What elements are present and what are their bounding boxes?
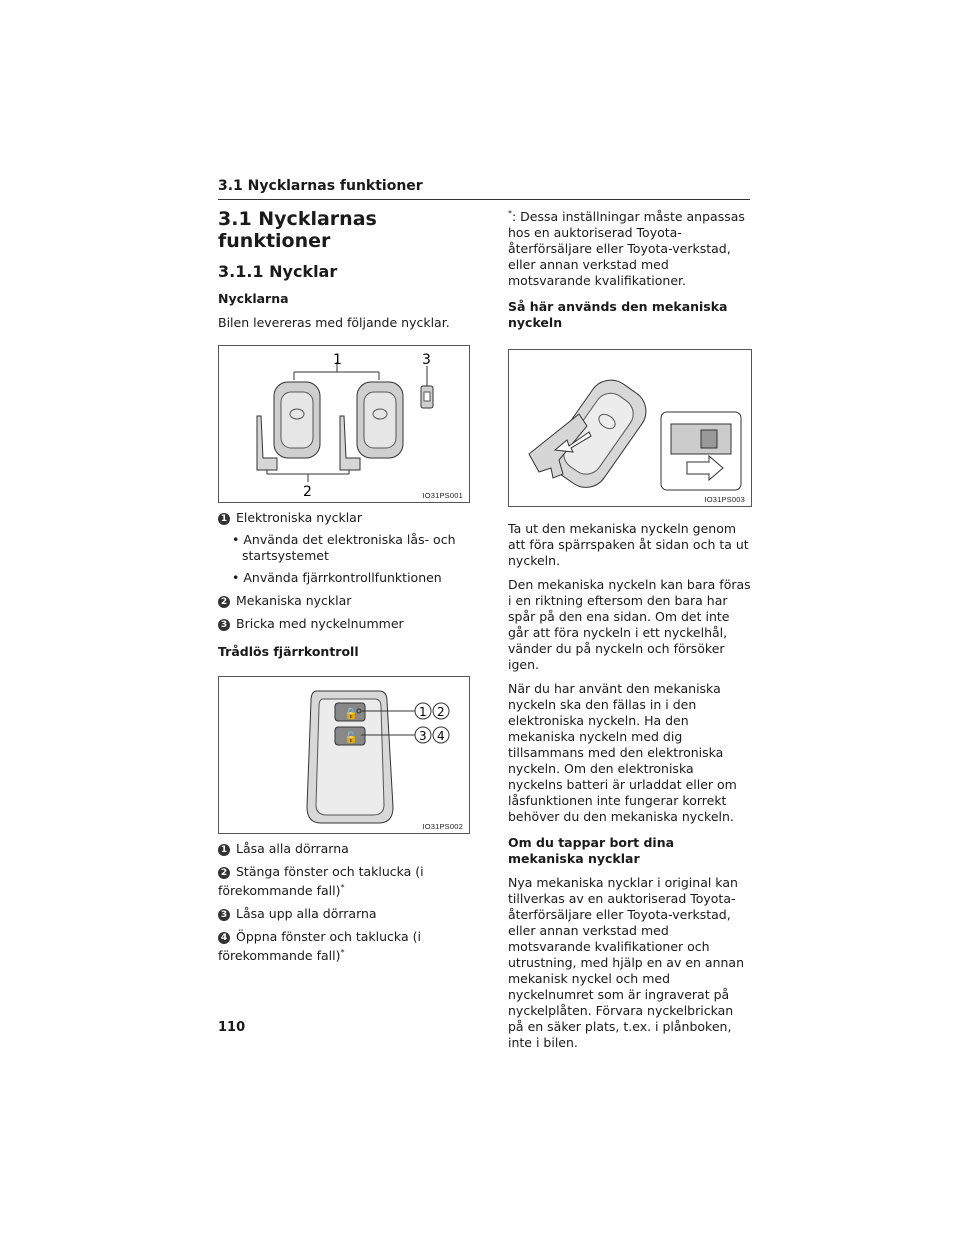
key-item-text: Elektroniska nycklar [236, 510, 362, 525]
remote-item-text: Låsa alla dörrarna [236, 841, 349, 856]
callout-number: 3 [218, 619, 230, 631]
bullet-2: • Använda fjärrkontrollfunktionen [232, 570, 442, 585]
footnote-text: : Dessa inställningar måste anpassas hos en auktoriserad Toyota-återförsäljare eller Toyota-verkstad, eller annan verkstad med motsvarande kvalifikationer. [508, 209, 745, 289]
fig1-label-1: 1 [333, 352, 342, 368]
fig2-label-3: 3 [419, 729, 427, 743]
unlock-icon: 🔓 [344, 731, 358, 744]
running-header: 3.1 Nycklarnas funktioner [218, 178, 750, 200]
fig2-label-2: 2 [437, 705, 445, 719]
remote-item-3 [218, 906, 470, 922]
heading-keys: Nycklarna [218, 291, 289, 306]
callout-number: 1 [218, 513, 230, 525]
remote-illustration [219, 677, 469, 833]
figure-keys [218, 345, 470, 503]
key-item-text: Bricka med nyckelnummer [236, 616, 404, 631]
section-title: 3.1 Nycklarnas funktioner [218, 208, 377, 252]
heading-remote: Trådlös fjärrkontroll [218, 644, 359, 659]
remote-item-text: Låsa upp alla dörrarna [236, 906, 377, 922]
footnote-mark: * [340, 948, 345, 958]
callout-number: 2 [218, 596, 230, 608]
callout-number: 1 [218, 844, 230, 856]
fig2-code: IO31PS002 [422, 822, 463, 831]
callout-number: 3 [218, 909, 230, 921]
fig1-label-3: 3 [422, 352, 431, 368]
footnote-mark: * [340, 883, 345, 892]
fig1-code: IO31PS001 [422, 491, 463, 500]
fig2-label-4: 4 [437, 729, 445, 743]
key-item-3 [218, 616, 470, 632]
figure-mechanical-key [508, 349, 752, 507]
paragraph-4: Nya mekaniska nycklar i original kan tillverkas av en auktoriserad Toyota-återförsäljare eller Toyota-verkstad, eller annan verkstad med motsvarande kvalifikationer och utrustning, med hjälp en av en annan mekanisk nyckel och med nyckelnumret som är ingraverat på nyckelplåten. Förvara nyckelbrickan på en säker plats, t.ex. i plånboken, inte i bilen. [508, 875, 744, 1051]
remote-item-text: Öppna fönster och taklucka (i förekommande fall) [218, 929, 421, 964]
footnote [508, 206, 752, 289]
heading-lost-keys: Om du tappar bort dina mekaniska nycklar [508, 835, 675, 867]
paragraph-1: Ta ut den mekaniska nyckeln genom att föra spärrspaken åt sidan och ta ut nyckeln. [508, 521, 749, 569]
fig1-label-2: 2 [303, 484, 312, 500]
key-item-2 [218, 593, 470, 609]
intro-text: Bilen levereras med följande nycklar. [218, 315, 450, 330]
paragraph-3: När du har använt den mekaniska nyckeln ska den fällas in i den elektroniska nyckeln. Ha den mekaniska nyckeln med dig tillsammans med den elektroniska nyckeln. Om den elektroniska nyckelns batteri är urladdat eller om låsfunktionen inte fungerar korrekt behöver du den mekaniska nyckeln. [508, 681, 737, 825]
key-item-text: Mekaniska nycklar [236, 593, 352, 608]
key-item-1 [218, 510, 470, 526]
page-number: 110 [218, 1020, 246, 1035]
callout-number: 2 [218, 867, 230, 879]
callout-number: 4 [218, 932, 230, 944]
lock-icon: 🔒 [344, 707, 358, 720]
remote-item-4 [218, 929, 470, 964]
paragraph-2: Den mekaniska nyckeln kan bara föras i en riktning eftersom den bara har spår på den ena sidan. Om det inte går att föra nyckeln i ett nyckelhål, vänder du på nyckeln och försöker igen. [508, 577, 751, 673]
right-column [508, 206, 752, 1051]
fig2-label-1: 1 [419, 705, 427, 719]
remote-item-2 [218, 864, 470, 899]
figure-remote [218, 676, 470, 834]
footnote-mark: * [508, 209, 512, 218]
left-column [218, 200, 470, 964]
bullet-1: • Använda det elektroniska lås- och startsystemet [232, 532, 456, 563]
fig3-code: IO31PS003 [704, 495, 745, 505]
remote-item-1 [218, 841, 470, 857]
keys-illustration [219, 346, 469, 502]
heading-mechanical-key: Så här används den mekaniska nyckeln [508, 299, 728, 331]
remote-item-text: Stänga fönster och taklucka (i förekommande fall) [218, 864, 424, 899]
mechanical-key-illustration [509, 350, 751, 506]
subsection-title: 3.1.1 Nycklar [218, 262, 338, 281]
